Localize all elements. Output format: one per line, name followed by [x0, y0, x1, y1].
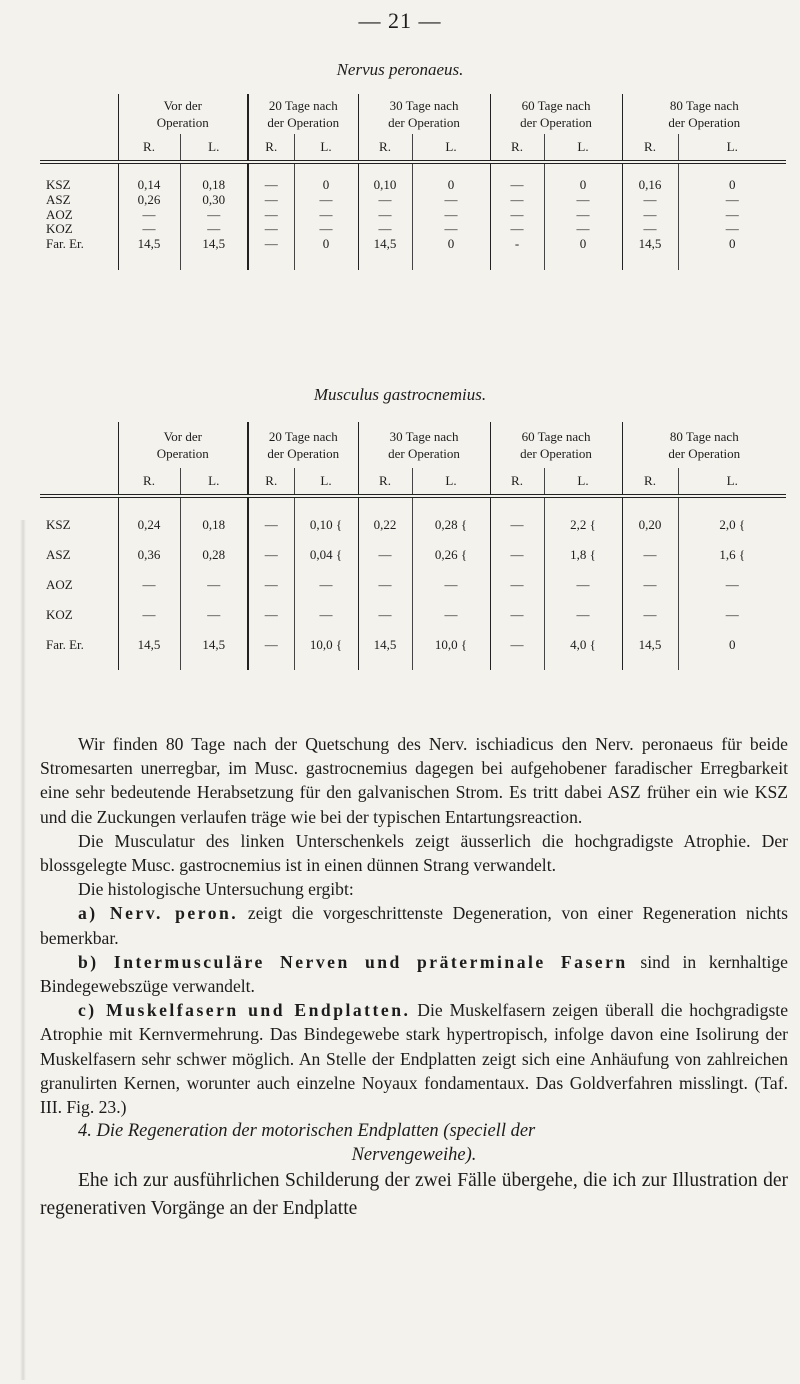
table-cell: — — [294, 222, 358, 237]
page-number: — 21 — — [358, 8, 442, 33]
side-header: R. — [118, 134, 180, 162]
table-cell: 0 — [294, 237, 358, 270]
table-cell: 0 — [412, 162, 490, 193]
table-cell: — — [678, 570, 786, 600]
group-header-label: 20 Tage nach der Operation — [267, 98, 340, 130]
table-cell: — — [622, 193, 678, 208]
header-row — [40, 422, 786, 468]
table-row — [40, 222, 786, 237]
side-header: R. — [490, 134, 544, 162]
table-cell: — — [358, 193, 412, 208]
table-cell: 0,20 — [622, 496, 678, 540]
side-header: L. — [678, 468, 786, 496]
row-label: Far. Er. — [46, 637, 84, 652]
table-cell: 0 — [678, 237, 786, 270]
table-cell: 0 — [678, 630, 786, 670]
table-cell: — — [294, 193, 358, 208]
table-cell: 10,0 { — [412, 630, 490, 670]
table-cell: 14,5 — [622, 630, 678, 670]
table-cell: — — [678, 193, 786, 208]
table-row — [40, 237, 786, 270]
side-header: L. — [544, 134, 622, 162]
table-cell: 0,28 — [180, 540, 248, 570]
group-header — [358, 422, 490, 468]
table-cell: — — [490, 193, 544, 208]
table-cell: 10,0 { — [294, 630, 358, 670]
table-row — [40, 630, 786, 670]
table-cell: — — [248, 162, 294, 193]
table-cell: — — [180, 208, 248, 223]
group-header — [622, 422, 786, 468]
table-cell: 0,26 — [118, 193, 180, 208]
item-c-label: c) Muskelfasern und Endplatten. — [78, 1000, 411, 1021]
row-label: KOZ — [46, 221, 73, 237]
side-header: L. — [544, 468, 622, 496]
header-row — [40, 94, 786, 134]
table-cell: 0,14 — [118, 162, 180, 193]
table-cell: 0,18 — [180, 496, 248, 540]
table-cell: — — [544, 208, 622, 223]
table-cell: — — [294, 570, 358, 600]
side-header: R. — [622, 468, 678, 496]
table-cell: 14,5 — [180, 237, 248, 270]
group-header-label: 30 Tage nach der Operation — [388, 429, 460, 461]
table-cell: — — [248, 208, 294, 223]
table-cell: — — [248, 237, 294, 270]
table-cell: — — [490, 540, 544, 570]
side-header: L. — [294, 468, 358, 496]
table-cell: — — [412, 600, 490, 630]
side-header: L. — [294, 134, 358, 162]
item-a-label: a) Nerv. peron. — [78, 903, 239, 924]
table-cell: 14,5 — [118, 630, 180, 670]
table-cell: — — [180, 222, 248, 237]
table-cell: — — [294, 208, 358, 223]
row-label: Far. Er. — [46, 236, 84, 252]
table-cell: — — [412, 222, 490, 237]
paragraph-intro-cases: Ehe ich zur ausführlichen Schilderung der zwei Fälle übergehe, die ich zur Illustration der regenerativen Vorgänge an der Endplatte — [40, 1170, 788, 1220]
side-header: L. — [412, 468, 490, 496]
group-header — [358, 94, 490, 134]
table2-caption: Musculus gastrocnemius. — [313, 385, 487, 404]
table-cell: — — [622, 570, 678, 600]
table-row — [40, 496, 786, 540]
group-header — [248, 94, 358, 134]
side-header: R. — [358, 468, 412, 496]
table-cell: 14,5 — [118, 237, 180, 270]
table-cell: 0,26 { — [412, 540, 490, 570]
table-cell: — — [118, 570, 180, 600]
group-header-label: Vor der Operation — [156, 98, 209, 130]
table-cell: — — [412, 193, 490, 208]
table-cell: — — [248, 540, 294, 570]
table-cell: 4,0 { — [544, 630, 622, 670]
table-cell: 0,36 — [118, 540, 180, 570]
table-cell: 1,8 { — [544, 540, 622, 570]
table-cell: — — [248, 193, 294, 208]
group-header — [248, 422, 358, 468]
subheader-row — [40, 468, 786, 496]
table-cell: — — [622, 208, 678, 223]
group-header — [118, 422, 248, 468]
table-cell: — — [678, 208, 786, 223]
table-cell: 14,5 — [358, 630, 412, 670]
table-cell: — — [544, 600, 622, 630]
table-cell: — — [248, 222, 294, 237]
row-label: KSZ — [46, 177, 71, 192]
item-a — [40, 901, 788, 949]
body-text — [40, 732, 788, 1223]
side-header: R. — [248, 468, 294, 496]
table1-caption: Nervus peronaeus. — [336, 60, 464, 79]
table-cell: 0 — [544, 237, 622, 270]
table-cell: — — [358, 208, 412, 223]
table-cell: — — [118, 222, 180, 237]
table-cell: — — [490, 222, 544, 237]
table-cell: — — [678, 222, 786, 237]
table-cell: — — [412, 208, 490, 223]
group-header-label: 80 Tage nach der Operation — [668, 98, 741, 130]
paragraph-musculature: Die Musculatur des linken Unterschenkels zeigt äusserlich die hochgradigste Atrophie. Der blossgelegte Musc. gastrocnemius ist in einen dünnen Strang verwandelt. — [40, 830, 788, 876]
table-cell: — — [180, 570, 248, 600]
table-row — [40, 540, 786, 570]
table-cell: 0,10 — [358, 162, 412, 193]
table-row — [40, 600, 786, 630]
table-cell: — — [490, 630, 544, 670]
table-cell: — — [358, 222, 412, 237]
item-c-text: Die Muskelfasern zeigen überall die hochgradigste Atrophie mit Kernvermehrung. Das Bindegewebe stark hypertropisch, infolge davon eine Isolirung der Muskelfasern sehr schwer möglich. An Stelle der Endplatten zeigt sich eine Anhäufung von zahlreichen granulirten Kernen, worunter auch einzelne Noyaux fondamentaux. Das Goldverfahren misslingt. (Taf. III. Fig. 23.) — [40, 1000, 788, 1118]
table-cell: — — [622, 600, 678, 630]
table-cell: 0 — [544, 162, 622, 193]
group-header-label: 20 Tage nach der Operation — [267, 429, 340, 461]
table-cell: — — [248, 630, 294, 670]
table-cell: — — [490, 162, 544, 193]
table-cell: — — [118, 208, 180, 223]
table-row — [40, 570, 786, 600]
row-label: KOZ — [46, 607, 73, 622]
table-cell: — — [180, 600, 248, 630]
group-header — [622, 94, 786, 134]
row-label: ASZ — [46, 547, 71, 562]
table-cell: 0,28 { — [412, 496, 490, 540]
row-label: AOZ — [46, 206, 73, 222]
table-cell: — — [490, 208, 544, 223]
table-cell: 0,22 — [358, 496, 412, 540]
table-row — [40, 193, 786, 208]
group-header — [490, 422, 622, 468]
table-cell: 0,04 { — [294, 540, 358, 570]
table-cell: 0 — [412, 237, 490, 270]
table-cell: — — [358, 570, 412, 600]
table-cell: — — [544, 222, 622, 237]
table-nervus-peronaeus — [40, 94, 786, 270]
table-cell: — — [490, 496, 544, 540]
group-header-label: 60 Tage nach der Operation — [520, 429, 592, 461]
group-header — [118, 94, 248, 134]
table-cell: 0 — [678, 162, 786, 193]
table-cell: — — [248, 570, 294, 600]
table-cell: — — [544, 570, 622, 600]
item-b-text: sind in kernhaltige Bindegewebszüge verwandelt. — [40, 951, 788, 997]
table-cell: 1,6 { — [678, 540, 786, 570]
side-header: R. — [490, 468, 544, 496]
paragraph-findings: Wir finden 80 Tage nach der Quetschung des Nerv. ischiadicus den Nerv. peronaeus für beide Stromesarten unerregbar, im Musc. gastrocnemius dagegen bei aufgehobener faradischer Erregbarkeit eine sehr bedeutende Herabsetzung für den galvanischen Strom. Es tritt dabei ASZ früher ein wie KSZ und die Zuckungen verlaufen träge wie bei der typischen Entartungsreaction. — [40, 734, 788, 827]
table-cell: — — [248, 600, 294, 630]
table-cell: 0,30 — [180, 193, 248, 208]
table-cell: 2,2 { — [544, 496, 622, 540]
group-header-label: Vor der Operation — [156, 429, 209, 461]
section-heading-cont: Nervengeweihe). — [351, 1145, 477, 1166]
table-cell: 14,5 — [622, 237, 678, 270]
table-cell: 14,5 — [180, 630, 248, 670]
table-row — [40, 162, 786, 193]
side-header: R. — [118, 468, 180, 496]
group-header-label: 30 Tage nach der Operation — [388, 98, 460, 130]
side-header: L. — [678, 134, 786, 162]
item-b-label: b) Intermusculäre Nerven und präterminale Fasern — [78, 951, 628, 972]
table-cell: — — [678, 600, 786, 630]
corner-cell — [40, 94, 118, 134]
item-b — [40, 950, 788, 998]
side-header: R. — [622, 134, 678, 162]
table-cell: — — [248, 496, 294, 540]
side-header: R. — [248, 134, 294, 162]
table-cell: — — [490, 600, 544, 630]
table-musculus-gastrocnemius — [40, 422, 786, 670]
table-cell: — — [544, 193, 622, 208]
corner-cell — [40, 422, 118, 468]
row-label: ASZ — [46, 191, 71, 207]
section-heading: 4. Die Regeneration der motorischen Endplatten (speciell der — [78, 1121, 536, 1142]
scan-shadow — [20, 520, 26, 1380]
table-cell: 0,18 — [180, 162, 248, 193]
row-label: KSZ — [46, 517, 71, 532]
group-header — [490, 94, 622, 134]
table-cell: 0,16 — [622, 162, 678, 193]
table-cell: — — [490, 570, 544, 600]
group-header-label: 80 Tage nach der Operation — [668, 429, 741, 461]
table-cell: 0,10 { — [294, 496, 358, 540]
table-cell: — — [412, 570, 490, 600]
group-header-label: 60 Tage nach der Operation — [520, 98, 592, 130]
table-cell: — — [118, 600, 180, 630]
subheader-row — [40, 134, 786, 162]
table-row — [40, 208, 786, 223]
table-cell: — — [622, 540, 678, 570]
item-a-text: zeigt die vorgeschrittenste Degeneration, von einer Regeneration nichts bemerkbar. — [40, 903, 788, 948]
side-header: R. — [358, 134, 412, 162]
side-header: L. — [180, 468, 248, 496]
table-cell: 2,0 { — [678, 496, 786, 540]
side-header: L. — [180, 134, 248, 162]
table-cell: 0,24 — [118, 496, 180, 540]
table-cell: 14,5 — [358, 237, 412, 270]
side-header: L. — [412, 134, 490, 162]
item-c — [40, 998, 788, 1119]
row-label: AOZ — [46, 577, 73, 592]
table-cell: — — [358, 540, 412, 570]
paragraph-histology-intro: Die histologische Untersuchung ergibt: — [78, 879, 354, 900]
table-cell: - — [490, 237, 544, 270]
table-cell: 0 — [294, 162, 358, 193]
table-cell: — — [622, 222, 678, 237]
table-cell: — — [294, 600, 358, 630]
table-cell: — — [358, 600, 412, 630]
